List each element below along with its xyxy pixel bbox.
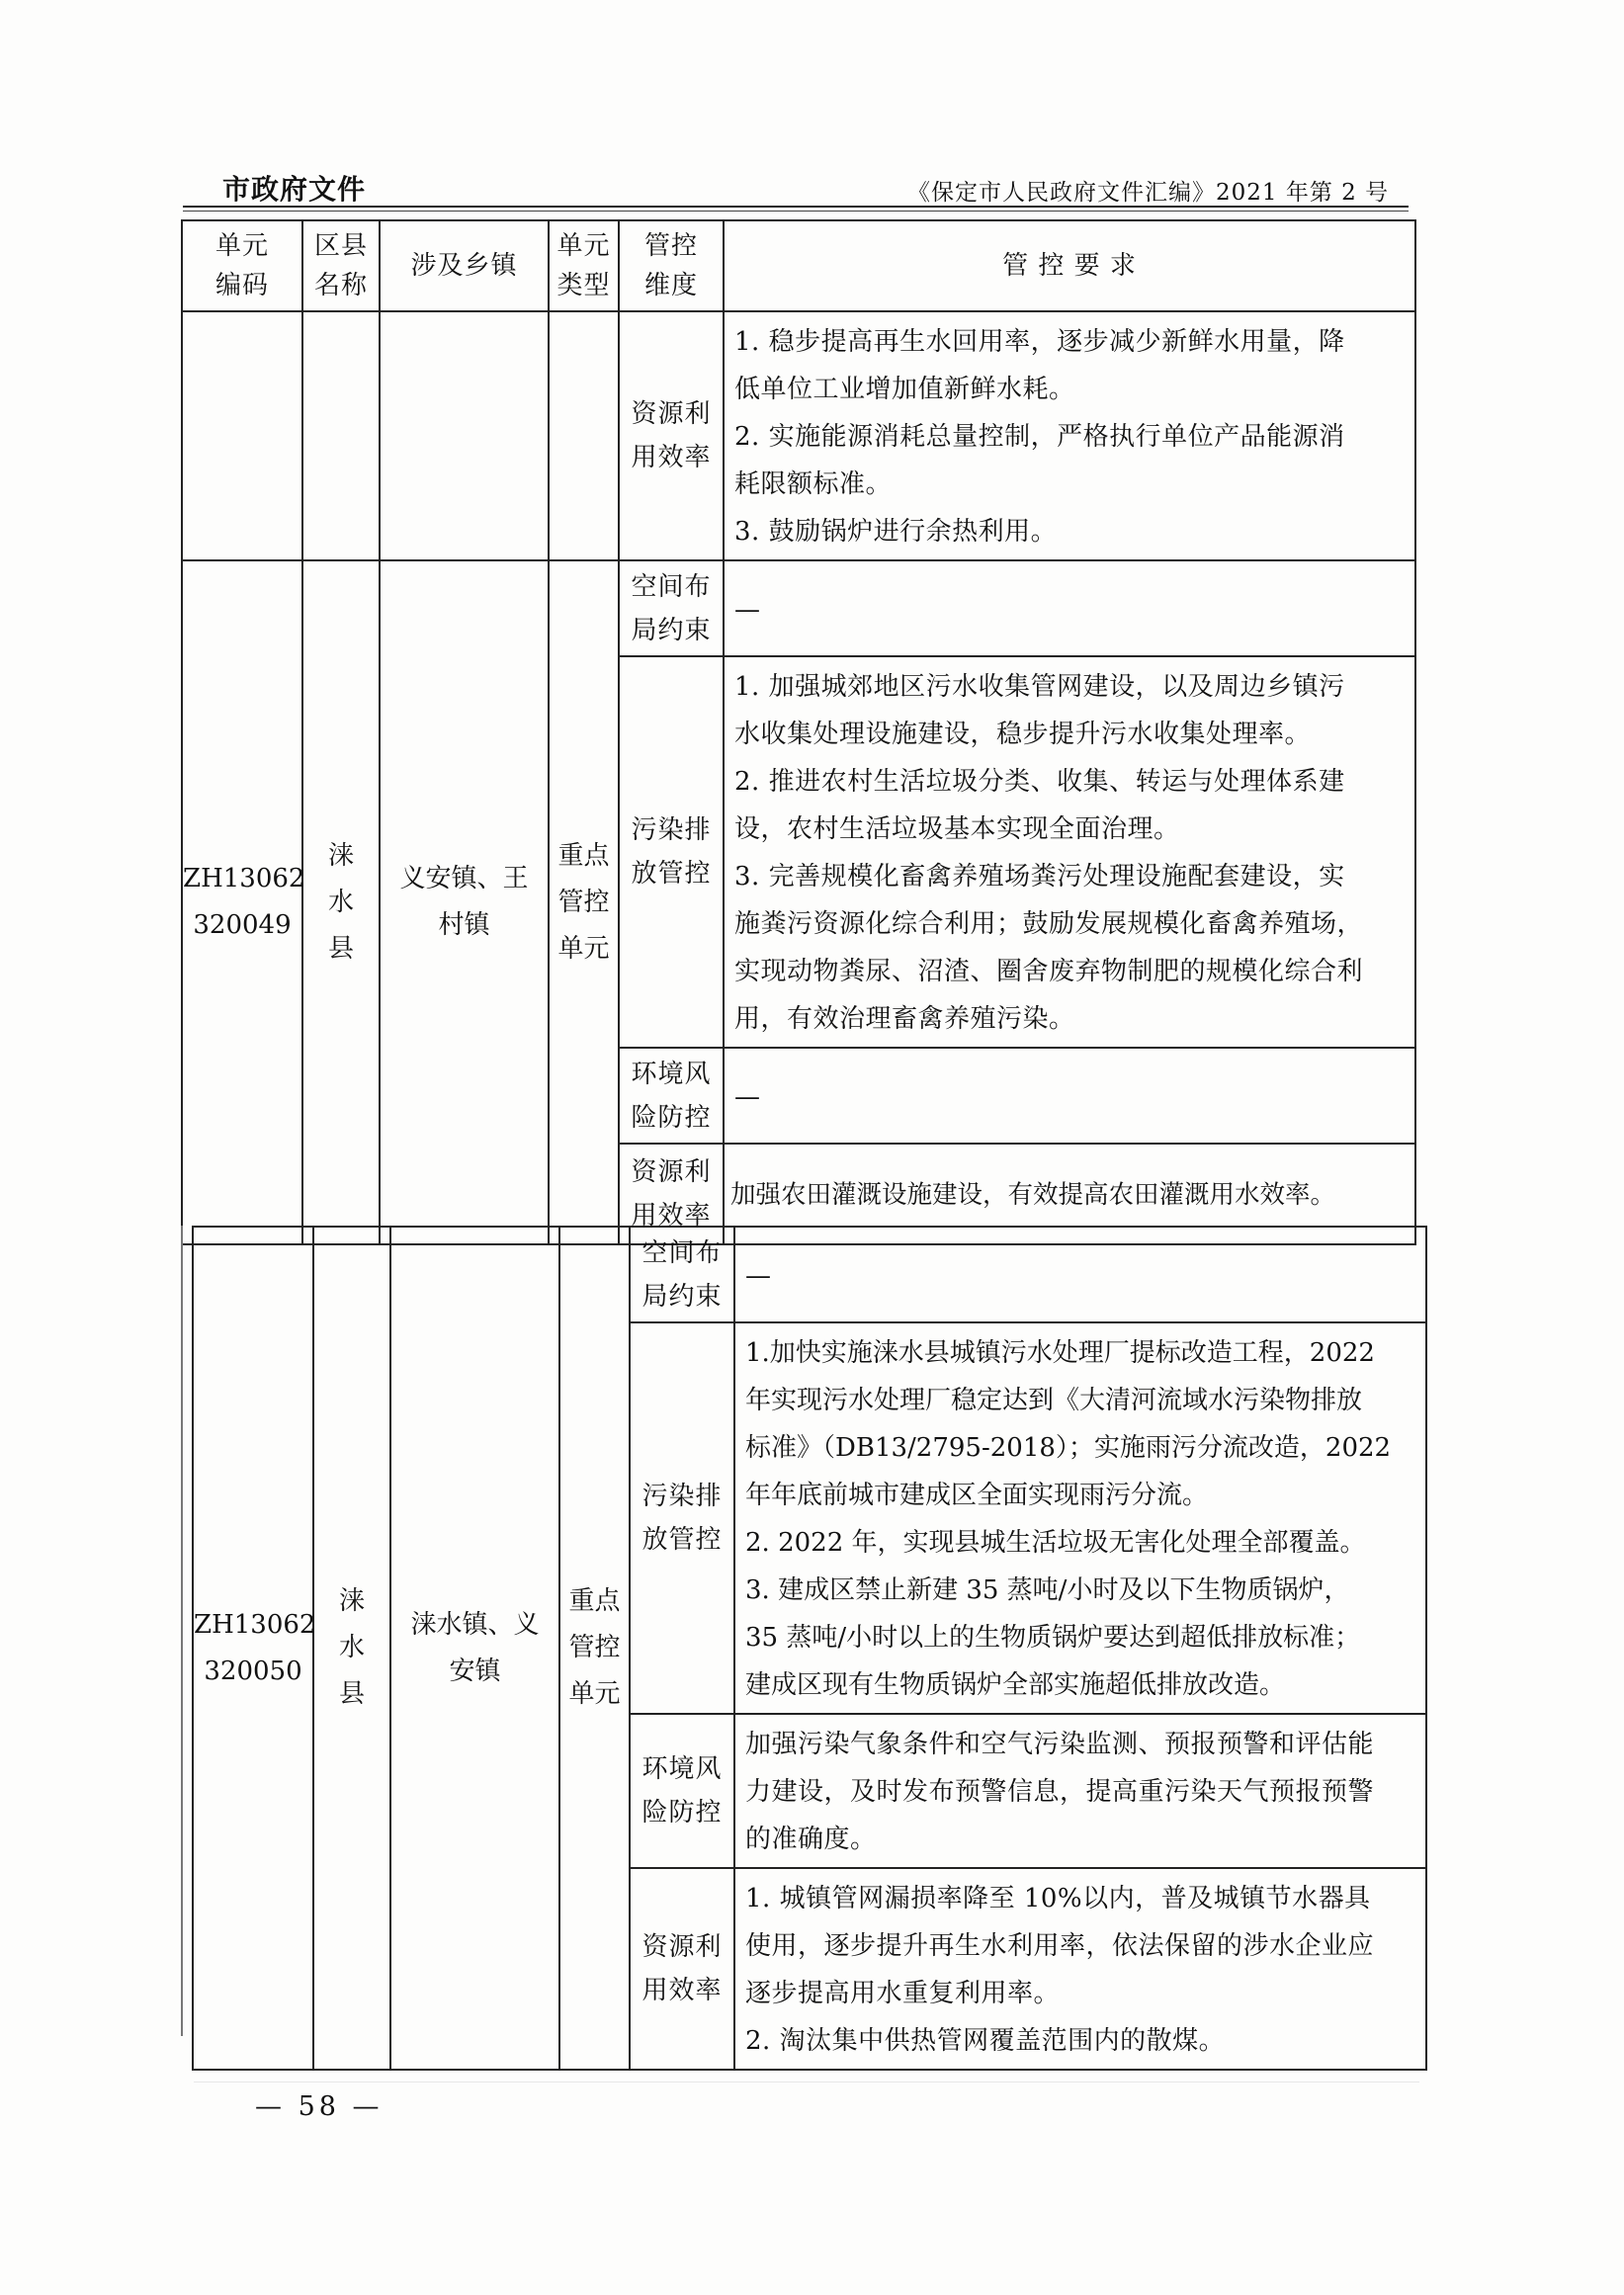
dimension-cell: 资源利 用效率 <box>630 1868 734 2070</box>
requirement-cell: — <box>724 560 1415 656</box>
county-cell: 涞 水 县 <box>302 560 380 1244</box>
header-publication: 《保定市人民政府文件汇编》2021 年第 2 号 <box>907 180 1390 206</box>
control-table-part1 <box>181 219 1416 1245</box>
dimension-cell: 环境风 险防控 <box>630 1714 734 1868</box>
unit-type-cell: 重点 管控 单元 <box>549 560 619 1244</box>
table-row <box>193 1227 1426 1322</box>
header-unit-type: 单元 类型 <box>549 220 619 311</box>
header-rule <box>183 206 1409 208</box>
header-towns: 涉及乡镇 <box>380 220 549 311</box>
table-header-row <box>182 220 1415 311</box>
requirement-cell: 1. 加强城郊地区污水收集管网建设，以及周边乡镇污 水收集处理设施建设，稳步提升污水收集处理率。 2. 推进农村生活垃圾分类、收集、转运与处理体系建 设，农村生活垃圾基本实现全面治理。 3. 完善规模化畜禽养殖场粪污处理设施配套建设，实 施粪污资源化综合利用；鼓励发展规模化畜禽养殖场， 实现动物粪尿、沼渣、圈舍废弃物制肥的规模化综合利 用，有效治理畜禽养殖污染。 <box>724 656 1415 1048</box>
scan-border <box>181 1226 183 2036</box>
table-row <box>182 311 1415 560</box>
requirement-cell: — <box>734 1227 1426 1322</box>
dimension-cell: 资源利 用效率 <box>619 1144 724 1244</box>
dimension-cell: 资源利 用效率 <box>619 311 724 560</box>
header-dimension: 管控 维度 <box>619 220 724 311</box>
table-row <box>182 560 1415 656</box>
dimension-cell: 污染排 放管控 <box>630 1322 734 1714</box>
dimension-cell: 空间布 局约束 <box>630 1227 734 1322</box>
unit-code-cell: ZH13062 320050 <box>193 1227 313 2070</box>
requirement-cell: 1. 城镇管网漏损率降至 10%以内，普及城镇节水器具 使用，逐步提升再生水利用率，依法保留的涉水企业应 逐步提高用水重复利用率。 2. 淘汰集中供热管网覆盖范围内的散煤。 <box>734 1868 1426 2070</box>
dimension-cell: 污染排 放管控 <box>619 656 724 1048</box>
requirement-cell: 加强污染气象条件和空气污染监测、预报预警和评估能 力建设，及时发布预警信息，提高重污染天气预报预警 的准确度。 <box>734 1714 1426 1868</box>
requirement-cell: 1. 稳步提高再生水回用率，逐步减少新鲜水用量，降 低单位工业增加值新鲜水耗。 2. 实施能源消耗总量控制，严格执行单位产品能源消 耗限额标准。 3. 鼓励锅炉进行余热利用。 <box>724 311 1415 560</box>
dimension-cell: 环境风 险防控 <box>619 1048 724 1144</box>
requirement-cell: 加强农田灌溉设施建设，有效提高农田灌溉用水效率。 <box>724 1144 1415 1244</box>
dimension-cell: 空间布 局约束 <box>619 560 724 656</box>
control-table-part2 <box>192 1226 1427 2071</box>
header-unit-code: 单元 编码 <box>182 220 302 311</box>
requirement-cell: — <box>724 1048 1415 1144</box>
header-requirement: 管 控 要 求 <box>724 220 1415 311</box>
header-county: 区县 名称 <box>302 220 380 311</box>
towns-cell: 义安镇、王 村镇 <box>380 560 549 1244</box>
header-rule-thin <box>183 211 1409 212</box>
requirement-cell: 1.加快实施涞水县城镇污水处理厂提标改造工程，2022 年实现污水处理厂稳定达到《大清河流域水污染物排放 标准》（DB13/2795-2018）；实施雨污分流改造，2022 年年底前城市建成区全面实现雨污分流。 2. 2022 年，实现县城生活垃圾无害化处理全部覆盖。 3. 建成区禁止新建 35 蒸吨/小时及以下生物质锅炉， 35 蒸吨/小时以上的生物质锅炉要达到超低排放标准； 建成区现有生物质锅炉全部实施超低排放改造。 <box>734 1322 1426 1714</box>
page-number: — 58 — <box>255 2091 384 2122</box>
unit-code-cell: ZH13062 320049 <box>182 560 302 1244</box>
county-cell: 涞 水 县 <box>313 1227 390 2070</box>
header-document-type: 市政府文件 <box>222 173 367 206</box>
unit-type-cell: 重点 管控 单元 <box>559 1227 630 2070</box>
towns-cell: 涞水镇、义 安镇 <box>390 1227 559 2070</box>
